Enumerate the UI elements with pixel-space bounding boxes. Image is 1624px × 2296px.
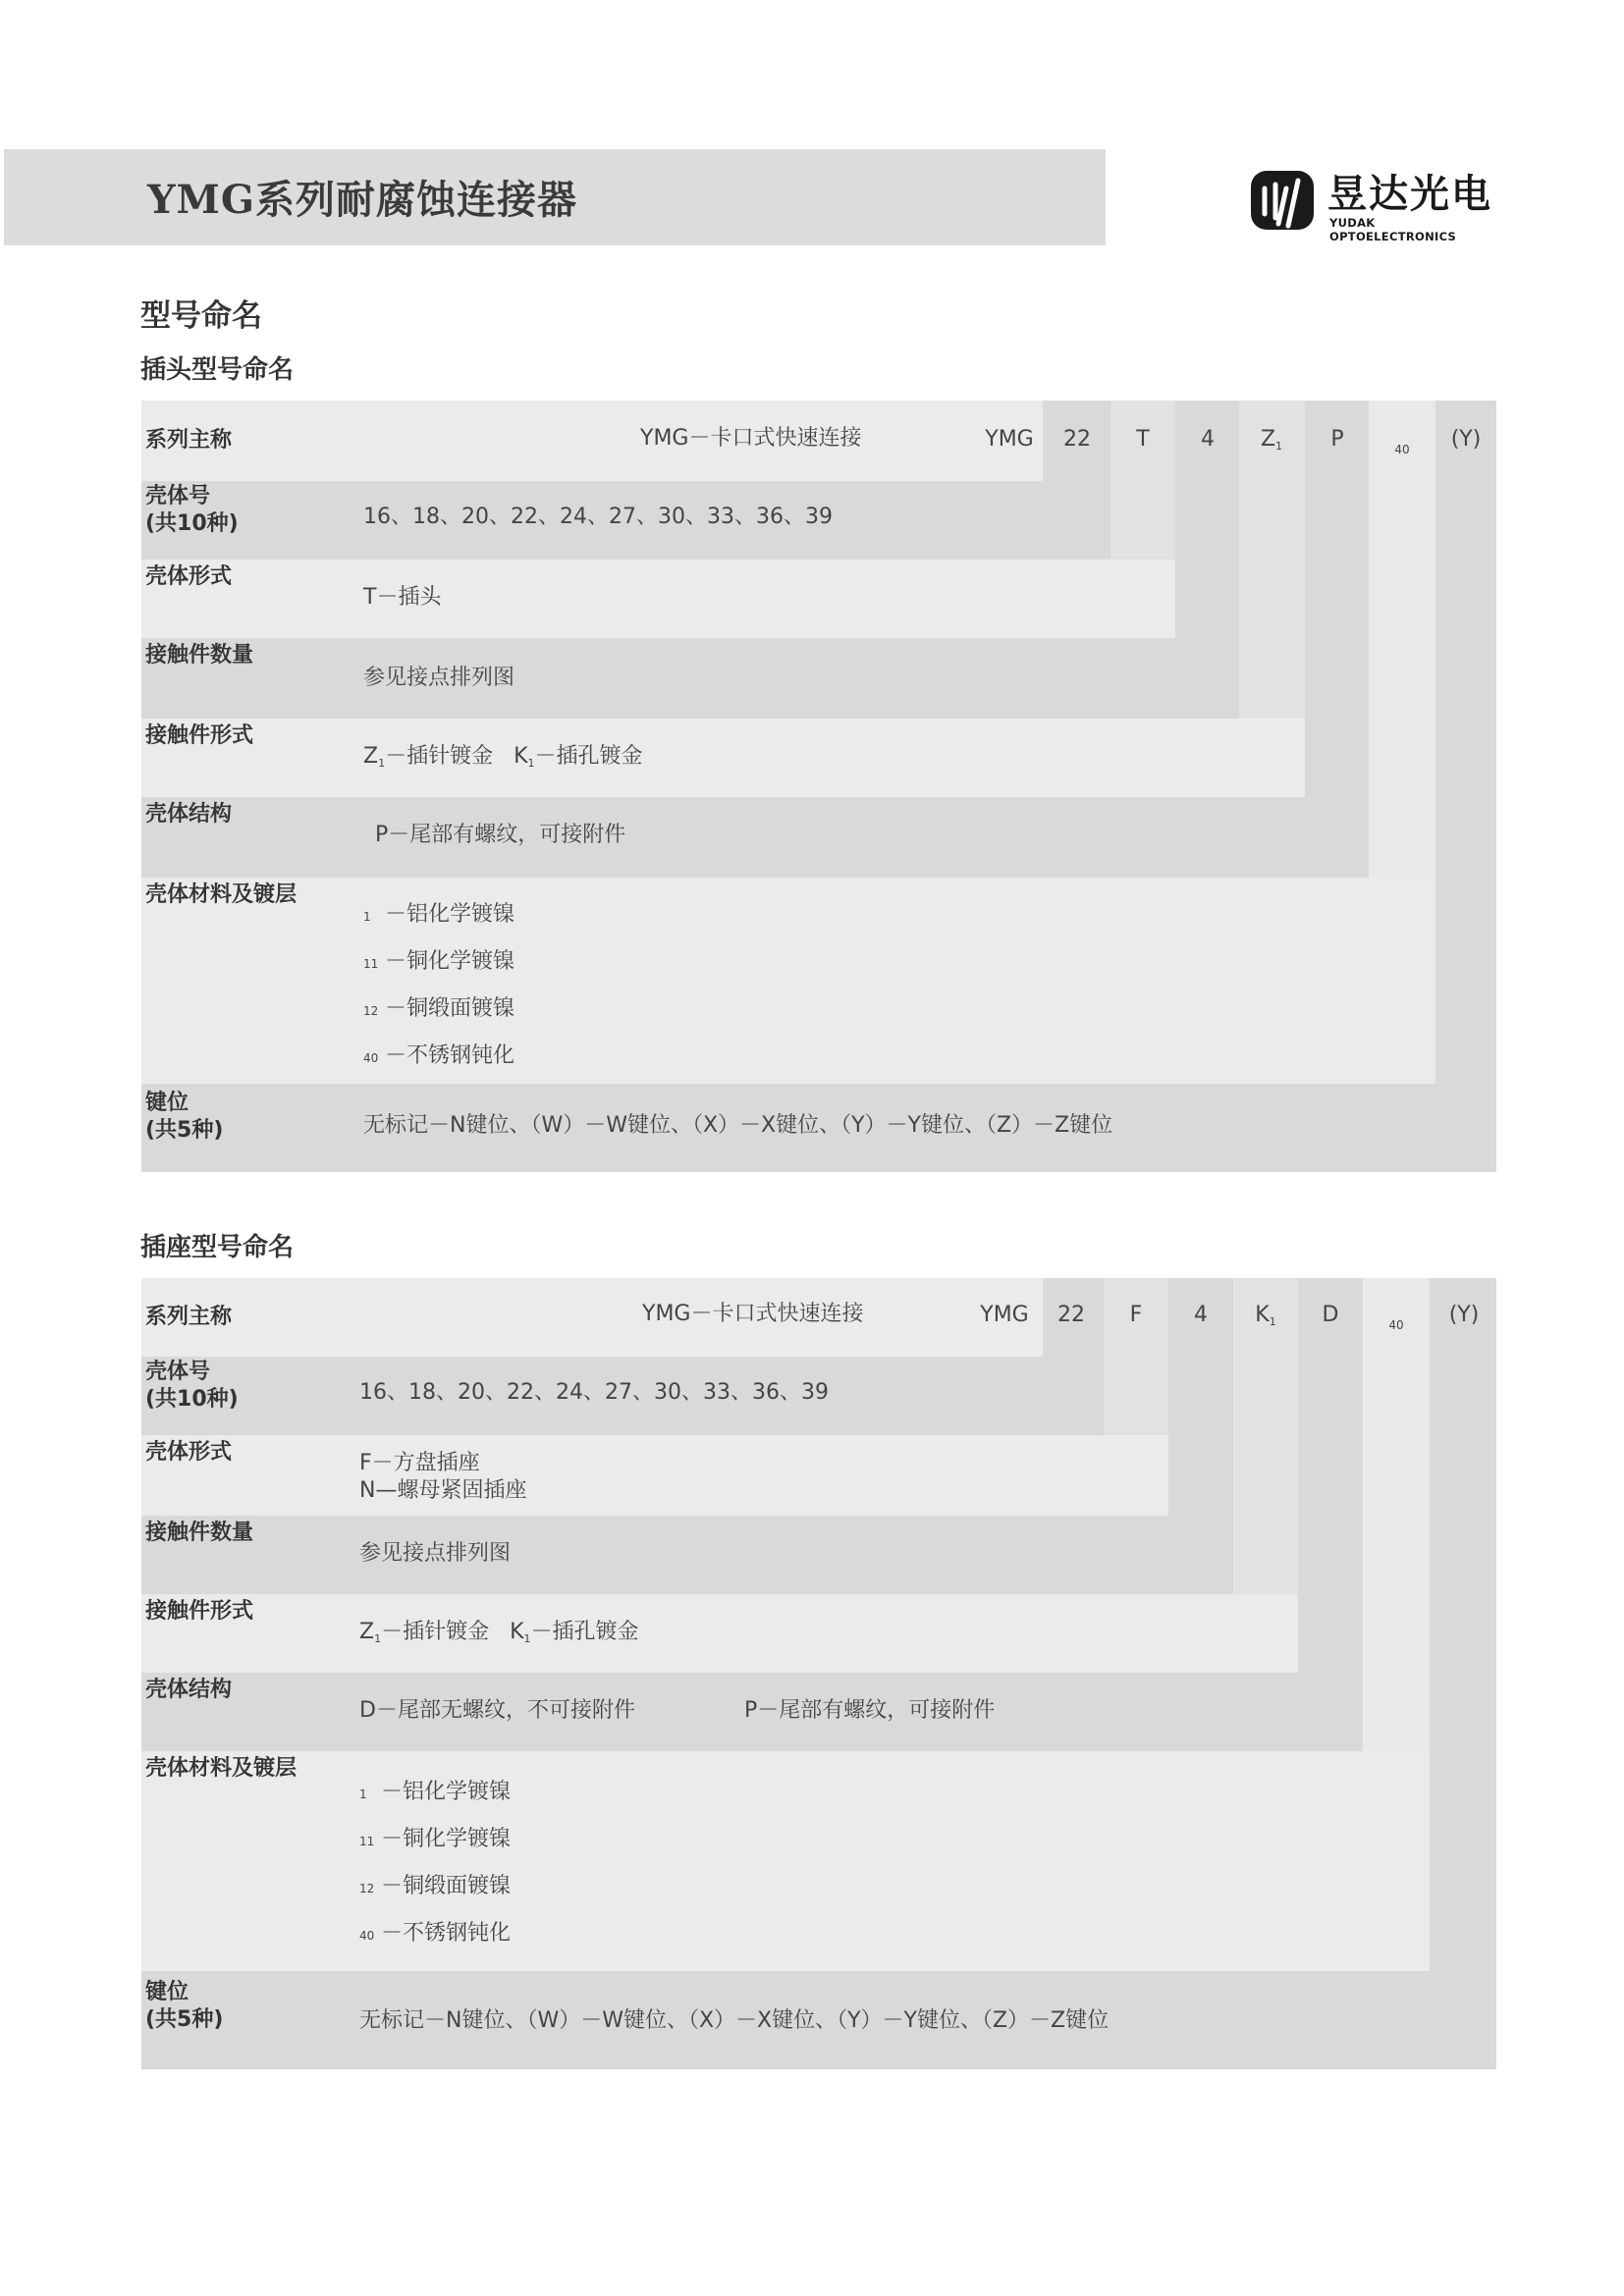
material-text: －铝化学镀镍 xyxy=(385,902,515,927)
code-contact-count: 4 xyxy=(1201,427,1215,452)
row-value: 无标记－N键位、（W）－W键位、（X）－X键位、（Y）－Y键位、（Z）－Z键位 xyxy=(359,2008,1110,2033)
socket-contact-type-row xyxy=(141,1594,1298,1673)
series-description: YMG－卡口式快速连接 xyxy=(642,1302,864,1326)
code-series: YMG xyxy=(980,1303,1029,1327)
code-series: YMG xyxy=(985,427,1034,452)
code-shell-structure: P xyxy=(1330,427,1344,452)
logo-english-text: YUDAK OPTOELECTRONICS xyxy=(1329,216,1457,243)
row-label: 壳体结构 xyxy=(145,802,233,827)
socket-contact-count-row xyxy=(141,1516,1233,1594)
row-value-2: P－尾部有螺纹，可接附件 xyxy=(744,1698,996,1723)
material-code: 40 xyxy=(359,1929,375,1943)
row-label-note: (共5种) xyxy=(145,1118,224,1143)
plug-shell-type-row xyxy=(141,560,1175,638)
document-title: YMG系列耐腐蚀连接器 xyxy=(147,177,577,223)
row-label: 键位 xyxy=(145,1091,189,1115)
material-item xyxy=(359,1869,511,1899)
socket-code-col-shade xyxy=(1363,1278,1430,1751)
row-value: D－尾部无螺纹，不可接附件 xyxy=(359,1698,635,1723)
series-label: 系列主称 xyxy=(145,1305,233,1329)
plug-material-row xyxy=(141,878,1435,1084)
code-contact-count: 4 xyxy=(1194,1303,1208,1327)
contact-socket-text: －插孔镀金 xyxy=(534,744,643,769)
row-label: 壳体形式 xyxy=(145,564,233,589)
material-text: －铜缎面镀镍 xyxy=(385,996,515,1021)
plug-code-col-shade xyxy=(1110,400,1175,560)
row-label: 接触件形式 xyxy=(145,723,254,748)
row-value: 16、18、20、22、24、27、30、33、36、39 xyxy=(359,1380,829,1405)
contact-pin-text: －插针镀金 xyxy=(381,1620,490,1644)
contact-pin-letter: Z xyxy=(363,744,379,769)
material-item xyxy=(359,1916,511,1947)
row-label-note: (共10种) xyxy=(145,1387,239,1412)
logo-chinese-text: 昱达光电 xyxy=(1327,172,1492,217)
material-item xyxy=(363,1039,514,1069)
code-subscript: 1 xyxy=(1269,1315,1276,1328)
plug-code-col-shade xyxy=(1369,400,1435,878)
row-label-note: (共10种) xyxy=(145,511,239,536)
plug-contact-type-row xyxy=(141,719,1305,797)
material-code: 1 xyxy=(363,910,371,924)
code-shell-structure: D xyxy=(1322,1303,1339,1327)
contact-socket-letter: K xyxy=(514,744,528,769)
code-contact-type xyxy=(1239,426,1304,460)
material-code: 1 xyxy=(359,1788,367,1801)
material-text: －铜化学镀镍 xyxy=(385,949,515,974)
code-key: (Y) xyxy=(1448,1303,1480,1327)
socket-series-row xyxy=(141,1278,1043,1357)
socket-naming-table xyxy=(141,1278,1496,2069)
code-subscript: 1 xyxy=(378,757,386,770)
code-material: 40 xyxy=(1394,443,1410,456)
row-label: 壳体材料及镀层 xyxy=(145,882,298,907)
material-text: －不锈钢钝化 xyxy=(385,1043,515,1068)
code-shell-number: 22 xyxy=(1063,427,1091,452)
row-value-2: N—螺母紧固插座 xyxy=(359,1478,527,1503)
row-value: 参见接点排列图 xyxy=(363,666,515,690)
series-description: YMG－卡口式快速连接 xyxy=(640,426,862,451)
row-value xyxy=(363,742,643,778)
contact-socket-letter: K xyxy=(510,1620,524,1644)
material-item xyxy=(359,1775,511,1805)
logo-mark-icon xyxy=(1249,165,1320,236)
code-subscript: 1 xyxy=(523,1632,531,1645)
row-label: 壳体结构 xyxy=(145,1678,233,1702)
plug-title: 插头型号命名 xyxy=(140,355,295,385)
row-label: 壳体材料及镀层 xyxy=(145,1756,298,1781)
row-value: T－插头 xyxy=(363,585,442,610)
socket-material-row xyxy=(141,1751,1430,1971)
material-text: －铜化学镀镍 xyxy=(381,1827,512,1851)
material-code: 40 xyxy=(363,1051,379,1065)
row-label: 接触件形式 xyxy=(145,1599,254,1624)
row-label: 壳体号 xyxy=(145,1360,211,1384)
row-label: 壳体形式 xyxy=(145,1440,233,1465)
material-code: 12 xyxy=(363,1004,379,1018)
code-contact-type-letter: K xyxy=(1255,1303,1270,1327)
code-contact-type xyxy=(1233,1302,1298,1336)
material-text: －不锈钢钝化 xyxy=(381,1921,512,1946)
material-item xyxy=(363,991,514,1022)
contact-socket-text: －插孔镀金 xyxy=(530,1620,639,1644)
row-value: 参见接点排列图 xyxy=(359,1541,512,1566)
socket-shell-type-row xyxy=(141,1435,1168,1516)
contact-pin-text: －插针镀金 xyxy=(385,744,494,769)
row-label: 壳体号 xyxy=(145,484,211,508)
plug-naming-table xyxy=(141,400,1496,1172)
series-label: 系列主称 xyxy=(145,428,233,453)
code-key: (Y) xyxy=(1450,427,1482,452)
row-label: 接触件数量 xyxy=(145,1521,254,1545)
material-item xyxy=(359,1822,511,1852)
code-subscript: 1 xyxy=(374,1632,382,1645)
code-shell-number: 22 xyxy=(1057,1303,1085,1327)
row-label-note: (共5种) xyxy=(145,2007,224,2032)
plug-shell-structure-row xyxy=(141,797,1369,878)
plug-contact-count-row xyxy=(141,638,1239,719)
row-value: P－尾部有螺纹，可接附件 xyxy=(375,823,626,847)
material-text: －铝化学镀镍 xyxy=(381,1780,512,1804)
code-material: 40 xyxy=(1388,1318,1404,1332)
material-text: －铜缎面镀镍 xyxy=(381,1874,512,1898)
row-value: 16、18、20、22、24、27、30、33、36、39 xyxy=(363,505,833,529)
material-item xyxy=(363,897,514,928)
contact-pin-letter: Z xyxy=(359,1620,375,1644)
material-item xyxy=(363,944,514,975)
code-contact-type-letter: Z xyxy=(1260,427,1276,452)
row-label: 接触件数量 xyxy=(145,643,254,667)
row-value xyxy=(359,1618,639,1654)
socket-title: 插座型号命名 xyxy=(140,1233,295,1262)
plug-series-row xyxy=(141,400,1043,481)
code-shell-type: T xyxy=(1136,427,1150,452)
row-value: 无标记－N键位、（W）－W键位、（X）－X键位、（Y）－Y键位、（Z）－Z键位 xyxy=(363,1113,1113,1138)
row-value: F－方盘插座 xyxy=(359,1451,480,1475)
material-code: 11 xyxy=(363,957,379,971)
section-title: 型号命名 xyxy=(140,298,262,334)
code-subscript: 1 xyxy=(527,757,535,770)
code-subscript: 1 xyxy=(1275,440,1283,453)
code-shell-type: F xyxy=(1129,1303,1143,1327)
material-code: 11 xyxy=(359,1835,375,1848)
company-logo xyxy=(1249,161,1494,243)
row-label: 键位 xyxy=(145,1980,189,2004)
material-code: 12 xyxy=(359,1882,375,1896)
